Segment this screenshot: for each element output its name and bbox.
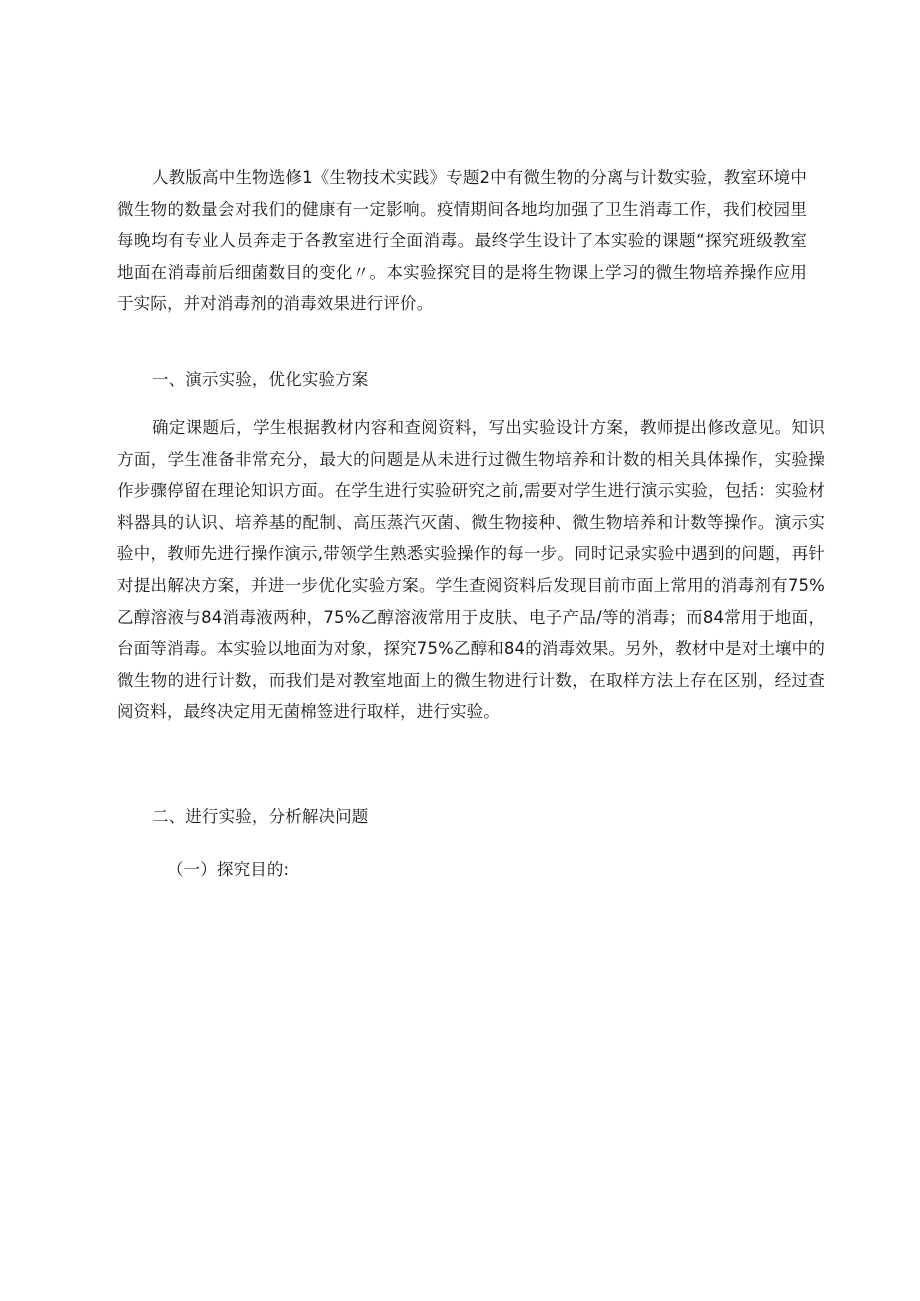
section-heading-1: 一、演示实验，优化实验方案 [152,370,369,389]
section-1-paragraph: 确定课题后，学生根据教材内容和查阅资料，写出实验设计方案，教师提出修改意见。知识方面，学生准备非常充分，最大的问题是从未进行过微生物培养和计数的相关具体操作，实验操作步骤停留在理论知识方面。在学生进行实验研究之前,需要对学生进行演示实验，包括：实验材料器具的认识、培养基的配制、高压蒸汽灭菌、微生物接种、微生物培养和计数等操作。演示实验中，教师先进行操作演示,带领学生熟悉实验操作的每一步。同时记录实验中遇到的问题，再针对提出解决方案，并进一步优化实验方案。学生查阅资料后发现目前市面上常用的消毒剂有75%乙醇溶液与84消毒液两种，75%乙醇溶液常用于皮肤、电子产品/等的消毒；而84常用于地面，台面等消毒。本实验以地面为对象，探究75%乙醇和84的消毒效果。另外，教材中是对土壤中的微生物的进行计数，而我们是对教室地面上的微生物进行计数，在取样方法上存在区别，经过查阅资料，最终决定用无菌棉签进行取样，进行实验。 [117,418,825,722]
subsection-heading-1: （一）探究目的: [167,860,290,879]
intro-paragraph: 人教版高中生物选修1《生物技术实践》专题2中有微生物的分离与计数实验，教室环境中微生物的数量会对我们的健康有一定影响。疫情期间各地均加强了卫生消毒工作，我们校园里每晚均有专业人员奔走于各教室进行全面消毒。最终学生设计了本实验的课题“探究班级教室地面在消毒前后细菌数目的变化〃。本实验探究目的是将生物课上学习的微生物培养操作应用于实际，并对消毒剂的消毒效果进行评价。 [117,168,807,314]
section-heading-2: 二、进行实验，分析解决问题 [152,807,369,826]
